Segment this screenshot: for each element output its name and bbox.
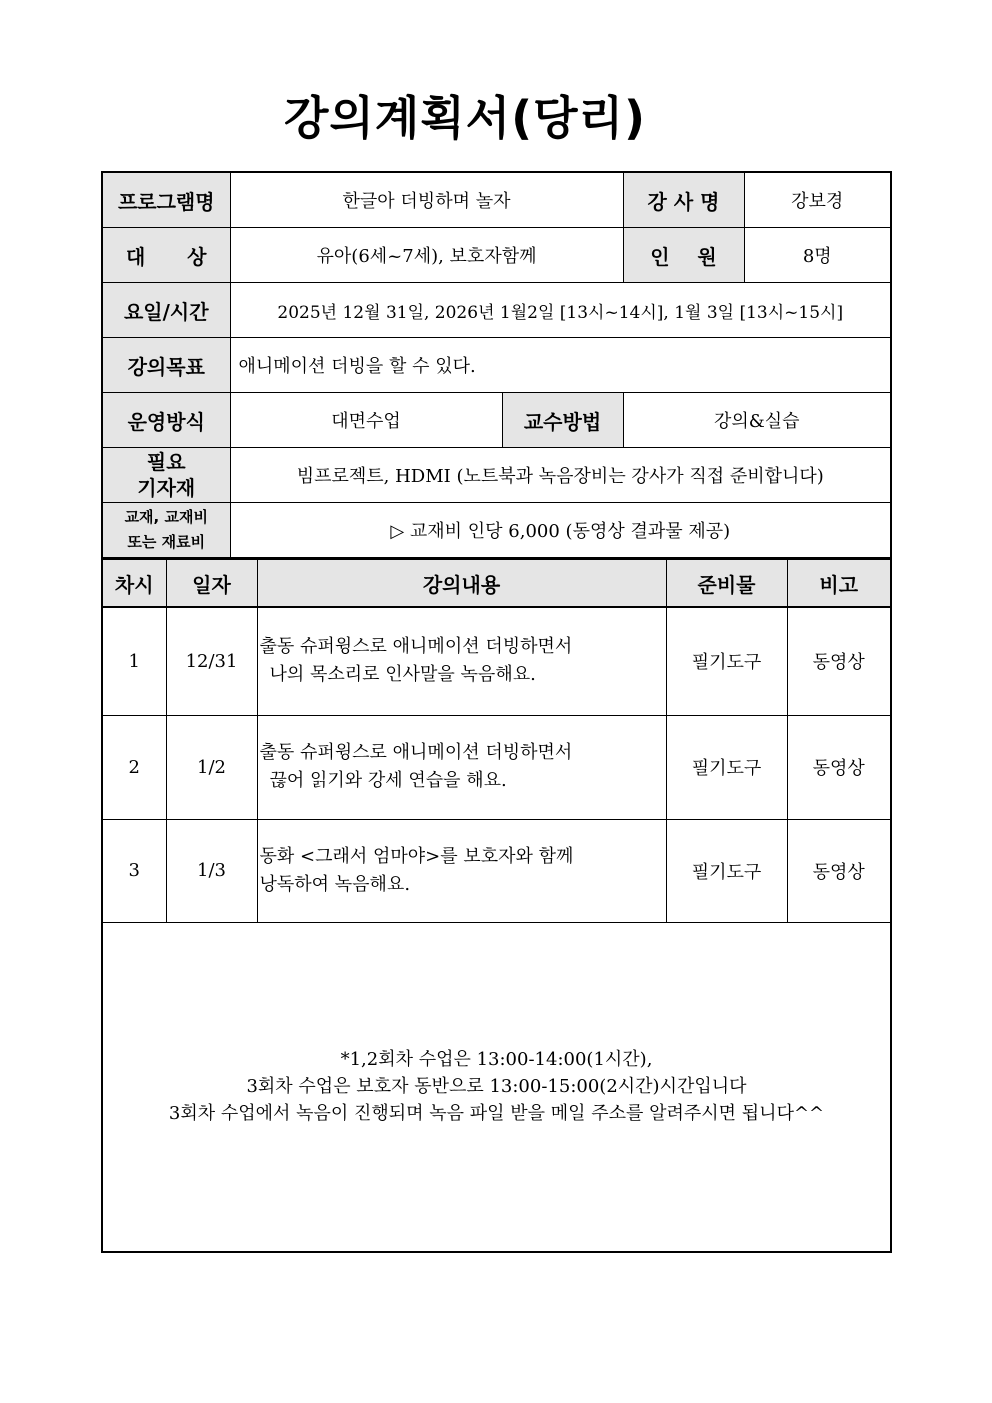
header-remark: 비고 [787, 559, 891, 607]
course-info-table [101, 171, 892, 559]
supplies-cell: 필기도구 [666, 607, 787, 715]
material-label-line1: 교재, 교재비 [124, 508, 208, 526]
equipment-label-line2: 기자재 [137, 476, 196, 500]
goal-row [102, 338, 891, 393]
target-row [102, 228, 891, 283]
session-cell: 2 [102, 715, 166, 819]
schedule-value: 2025년 12월 31일, 2026년 1월2일 [13시~14시], 1월 3일 [13시~15시] [230, 283, 891, 338]
content-line2: 끊어 읽기와 강세 연습을 해요. [269, 770, 507, 791]
table-row [102, 715, 891, 819]
program-row [102, 172, 891, 228]
notes-row [102, 922, 891, 1252]
material-label [102, 503, 230, 559]
session-cell: 1 [102, 607, 166, 715]
mode-label: 운영방식 [102, 393, 230, 448]
content-line1: 출동 슈퍼윙스로 애니메이션 더빙하면서 [259, 636, 573, 658]
table-row [102, 819, 891, 922]
method-value: 강의&실습 [623, 393, 891, 448]
content-line2: 낭독하여 녹음해요. [259, 873, 411, 895]
note-line: 3회차 수업은 보호자 동반으로 13:00-15:00(2시간)시간입니다 [246, 1076, 747, 1097]
equipment-value: 빔프로젝트, HDMI (노트북과 녹음장비는 강사가 직접 준비합니다) [230, 448, 891, 503]
schedule-header-row [102, 559, 891, 607]
count-value: 8명 [744, 228, 891, 283]
content-cell [257, 715, 666, 819]
material-value: ▷ 교재비 인당 6,000 (동영상 결과물 제공) [230, 503, 891, 559]
content-line1: 출동 슈퍼윙스로 애니메이션 더빙하면서 [259, 742, 573, 763]
remark-cell: 동영상 [787, 819, 891, 922]
mode-value: 대면수업 [230, 393, 502, 448]
content-line2: 나의 목소리로 인사말을 녹음해요. [269, 664, 536, 686]
content-cell [257, 607, 666, 715]
session-cell: 3 [102, 819, 166, 922]
method-label: 교수방법 [502, 393, 623, 448]
remark-cell: 동영상 [787, 715, 891, 819]
instructor-value: 강보경 [744, 172, 891, 228]
supplies-cell: 필기도구 [666, 715, 787, 819]
schedule-row [102, 283, 891, 338]
supplies-cell: 필기도구 [666, 819, 787, 922]
header-session: 차시 [102, 559, 166, 607]
header-date: 일자 [166, 559, 257, 607]
content-line1: 동화 <그래서 엄마야>를 보호자와 함께 [259, 845, 574, 867]
target-value: 유아(6세~7세), 보호자함께 [230, 228, 623, 283]
date-cell: 12/31 [166, 607, 257, 715]
equipment-row [102, 448, 891, 503]
lesson-schedule-table [101, 558, 892, 1253]
notes-cell [102, 922, 891, 1252]
note-line: *1,2회차 수업은 13:00-14:00(1시간), [340, 1049, 653, 1070]
equipment-label-line1: 필요 [146, 450, 186, 474]
schedule-label: 요일/시간 [102, 283, 230, 338]
date-cell: 1/2 [166, 715, 257, 819]
goal-value: 애니메이션 더빙을 할 수 있다. [230, 338, 891, 393]
header-content: 강의내용 [257, 559, 666, 607]
material-label-line2: 또는 재료비 [127, 533, 206, 551]
program-label: 프로그램명 [102, 172, 230, 228]
date-cell: 1/3 [166, 819, 257, 922]
table-row [102, 607, 891, 715]
goal-label: 강의목표 [102, 338, 230, 393]
count-label: 인 원 [623, 228, 744, 283]
program-value: 한글아 더빙하며 놀자 [230, 172, 623, 228]
mode-row [102, 393, 891, 448]
page-title: 강의계획서(당리) [283, 91, 647, 145]
header-supplies: 준비물 [666, 559, 787, 607]
content-cell [257, 819, 666, 922]
target-label: 대 상 [102, 228, 230, 283]
material-row [102, 503, 891, 559]
instructor-label: 강 사 명 [623, 172, 744, 228]
note-line: 3회차 수업에서 녹음이 진행되며 녹음 파일 받을 메일 주소를 알려주시면 됩니다^^ [168, 1103, 825, 1124]
remark-cell: 동영상 [787, 607, 891, 715]
equipment-label [102, 448, 230, 503]
